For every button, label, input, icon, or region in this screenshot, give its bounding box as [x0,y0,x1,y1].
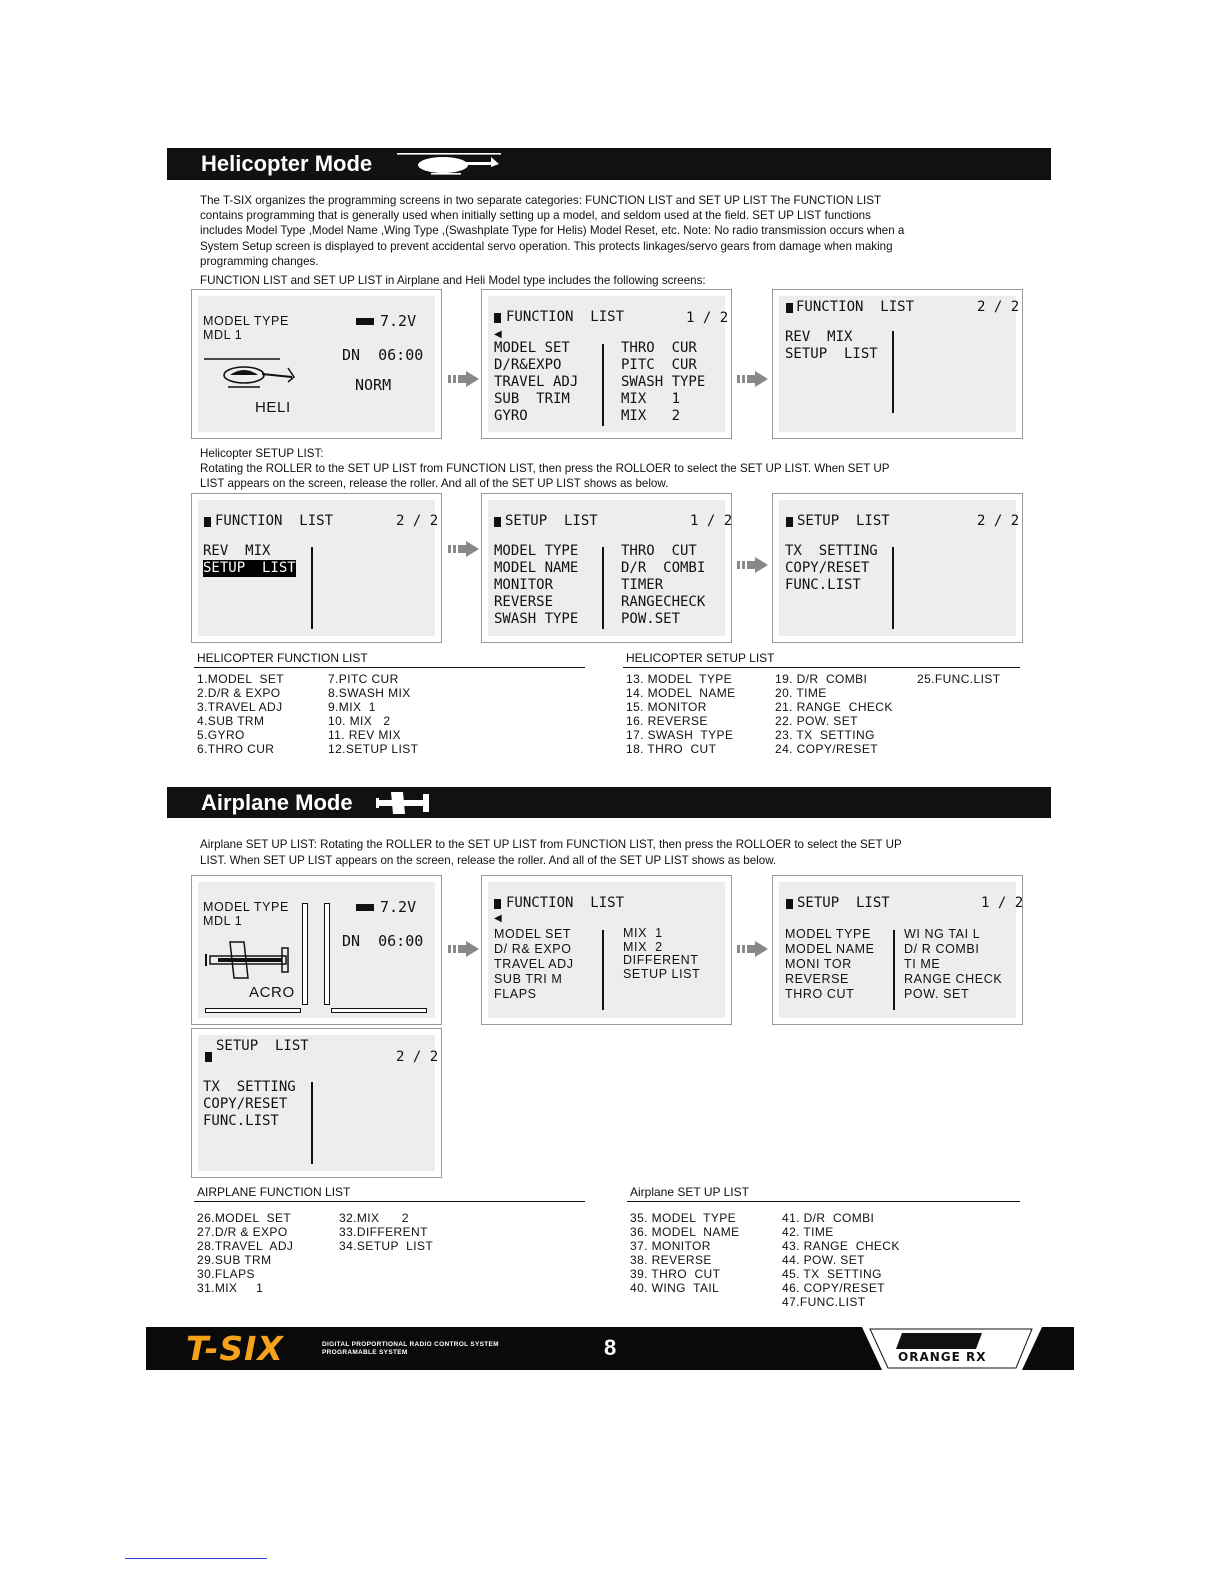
battery-icon [356,318,374,325]
menu-item-rev-mix: REV MIX [203,543,271,559]
model-number: MDL 1 [203,328,243,342]
heli-home-screen [191,289,442,439]
column-divider [311,1082,313,1164]
cursor-square-icon [494,899,501,909]
cursor-square-icon [494,517,501,527]
menu-column-right: WI NG TAI L D/ R COMBI TI ME RANGE CHECK POW. SET [904,927,1003,1001]
cursor-square-icon [786,517,793,527]
trim-bar-horizontal [205,1008,301,1013]
airplane-function-list [481,875,732,1025]
menu-column-left: TX SETTING COPY/RESET FUNC.LIST [785,543,878,593]
brand-tagline: DIGITAL PROPORTIONAL RADIO CONTROL SYSTEM [322,1341,499,1348]
airplane-setup-list-col2: 41. D/R COMBI 42. TIME 43. RANGE CHECK 44. POW. SET 45. TX SETTING 46. COPY/RESET 47.FUNC.LIST [782,1211,900,1309]
heli-setup-list-title: HELICOPTER SETUP LIST [626,651,775,665]
intro-line: Helicopter SETUP LIST: [200,447,324,460]
flight-mode: NORM [355,376,392,394]
arrow-right-icon [448,371,480,387]
intro-line: programming changes. [200,254,319,268]
timer-readout: DN 06:00 [342,346,424,364]
screen-title: FUNCTION LIST [796,299,915,315]
heli-function-list-page1 [481,289,732,439]
arrow-right-icon [448,941,480,957]
airplane-mode-title: Airplane Mode [201,790,353,815]
screen-title: FUNCTION LIST [215,513,334,529]
battery-icon [356,904,374,911]
heli-function-list-col2: 7.PITC CUR 8.SWASH MIX 9.MIX 1 10. MIX 2 11. REV MIX 12.SETUP LIST [328,672,419,756]
intro-line: LIST appears on the screen, release the roller. And all of the SET UP LIST shows as below. [200,477,669,491]
arrow-right-icon [448,541,480,557]
menu-column-left: MODEL TYPE MODEL NAME MONI TOR REVERSE THRO CUT [785,927,875,1001]
heli-function-list-col1: 1.MODEL SET 2.D/R & EXPO 3.TRAVEL ADJ 4.SUB TRM 5.GYRO 6.THRO CUR [197,672,285,756]
screen-title: SETUP LIST [797,895,890,911]
page-indicator: 2 / 2 [396,1049,439,1065]
screen-title: FUNCTION LIST [506,895,625,911]
cursor-square-icon [494,313,501,323]
airplane-function-list-col2: 32.MIX 2 33.DIFFERENT 34.SETUP LIST [339,1211,434,1253]
menu-column-left: TX SETTING COPY/RESET FUNC.LIST [203,1079,296,1129]
screen-title: SETUP LIST [797,513,890,529]
arrow-right-icon [737,941,769,957]
page-indicator: 1 / 2 [690,513,733,529]
cursor-square-icon [786,899,793,909]
divider [627,1201,1020,1202]
airplane-home-screen [191,875,442,1025]
page-indicator: 2 / 2 [396,513,439,529]
battery-voltage: 7.2V [380,312,417,330]
helicopter-icon [202,356,302,398]
model-kind: ACRO [249,984,295,1001]
column-divider [892,547,894,629]
page-indicator: 2 / 2 [977,513,1020,529]
column-divider [602,930,604,1010]
heli-setup-list-col3: 25.FUNC.LIST [917,672,1001,686]
screen-title: SETUP LIST [216,1038,309,1054]
brand-tagline: PROGRAMABLE SYSTEM [322,1349,408,1356]
model-type-label: MODEL TYPE [203,900,289,914]
heli-function-list-page2 [772,289,1023,439]
arrow-right-icon [737,557,769,573]
brand-logo: T-SIX [186,1329,284,1368]
menu-column-right: THRO CUT D/R COMBI TIMER RANGECHECK POW.SET [621,543,706,627]
divider [194,1201,585,1202]
helicopter-mode-header [167,148,1051,180]
back-arrow-icon: ◀ [494,329,502,340]
menu-column-left: MODEL TYPE MODEL NAME MONITOR REVERSE SWASH TYPE [494,543,579,627]
cursor-square-icon [786,303,793,313]
page-number: 8 [604,1335,617,1360]
heli-setup-list-col1: 13. MODEL TYPE 14. MODEL NAME 15. MONITOR 16. REVERSE 17. SWASH TYPE 18. THRO CUT [626,672,736,756]
intro-line: Airplane SET UP LIST: Rotating the ROLLER to the SET UP LIST from FUNCTION LIST, then press the ROLLOER to select the SET UP [200,838,902,851]
helicopter-intro [200,193,1030,288]
page-footer [146,1327,1074,1370]
airplane-icon [204,936,296,982]
menu-column-left: MODEL SET D/ R& EXPO TRAVEL ADJ SUB TRI M FLAPS [494,927,574,1001]
screen-title: FUNCTION LIST [506,309,625,325]
airplane-mode-header [167,787,1051,818]
airplane-setup-list-title: Airplane SET UP LIST [630,1185,749,1199]
back-arrow-icon: ◀ [494,913,502,924]
column-divider [311,547,313,629]
intro-line: FUNCTION LIST and SET UP LIST in Airplane and Heli Model type includes the following screens: [200,274,706,288]
intro-line: System Setup screen is displayed to prevent accidental servo operation. This protects linkages/servo gears from damage when making [200,239,893,253]
airplane-intro [200,837,1030,868]
heli-setup-list-col2: 19. D/R COMBI 20. TIME 21. RANGE CHECK 22. POW. SET 23. TX SETTING 24. COPY/RESET [775,672,893,756]
menu-column-right: MIX 1 MIX 2 DIFFERENT SETUP LIST [623,926,701,981]
airplane-setup-list-page2 [191,1028,442,1178]
divider [194,667,585,668]
page-indicator: 1 / 2 [981,895,1024,911]
timer-readout: DN 06:00 [342,932,424,950]
page-indicator: 2 / 2 [977,299,1020,315]
heli-setup-list-page1 [481,493,732,643]
intro-line: LIST. When SET UP LIST appears on the screen, release the roller. And all of the SET UP LIST shows as below. [200,854,777,868]
intro-line: contains programming that is generally used when initially setting up a model, and seldom used at the field. SET UP LIST functions [200,209,871,223]
orange-rx-logo-text: ORANGE RX [898,1350,987,1364]
page-indicator: 1 / 2 [686,310,729,326]
heli-function-list-title: HELICOPTER FUNCTION LIST [197,651,368,665]
intro-line: The T-SIX organizes the programming screens in two separate categories: FUNCTION LIST and SET UP LIST The FUNCTION LIST [200,194,882,207]
airplane-function-list-col1: 26.MODEL SET 27.D/R & EXPO 28.TRAVEL ADJ 29.SUB TRM 30.FLAPS 31.MIX 1 [197,1211,294,1295]
airplane-icon [375,790,433,816]
menu-column-right: THRO CUR PITC CUR SWASH TYPE MIX 1 MIX 2 [621,340,706,424]
trim-bar-vertical [324,903,330,1005]
menu-item-setup-list-selected: SETUP LIST [203,560,296,576]
intro-line: includes Model Type ,Model Name ,Wing Type ,(Swashplate Type for Helis) Model Reset, etc. Note: No radio transmission occurs when a [200,224,905,238]
column-divider [892,331,894,413]
model-type-label: MODEL TYPE [203,314,289,328]
airplane-function-list-title: AIRPLANE FUNCTION LIST [197,1185,351,1199]
divider [623,667,1020,668]
model-number: MDL 1 [203,914,243,928]
column-divider [602,344,604,426]
menu-column-left: REV MIX SETUP LIST [785,329,878,362]
cursor-square-icon [204,517,211,527]
column-divider [602,547,604,629]
intro-line: Rotating the ROLLER to the SET UP LIST from FUNCTION LIST, then press the ROLLOER to select the SET UP LIST. When SET UP [200,462,890,476]
helicopter-icon [395,150,505,178]
trim-bar-horizontal [331,1008,427,1013]
menu-column-left: MODEL SET D/R&EXPO TRAVEL ADJ SUB TRIM GYRO [494,340,579,424]
column-divider [893,930,895,1010]
airplane-setup-list-page1 [772,875,1023,1025]
helicopter-mode-title: Helicopter Mode [201,151,373,176]
airplane-setup-list-col1: 35. MODEL TYPE 36. MODEL NAME 37. MONITOR 38. REVERSE 39. THRO CUT 40. WING TAIL [630,1211,740,1295]
battery-voltage: 7.2V [380,898,417,916]
divider [125,1558,267,1559]
heli-setup-list-page2 [772,493,1023,643]
arrow-right-icon [737,371,769,387]
model-kind: HELI [255,399,291,416]
cursor-square-icon [205,1052,212,1062]
trim-bar-vertical [302,903,308,1005]
screen-title: SETUP LIST [505,513,598,529]
heli-setup-intro [200,446,1030,492]
heli-function-list-select [191,493,442,643]
